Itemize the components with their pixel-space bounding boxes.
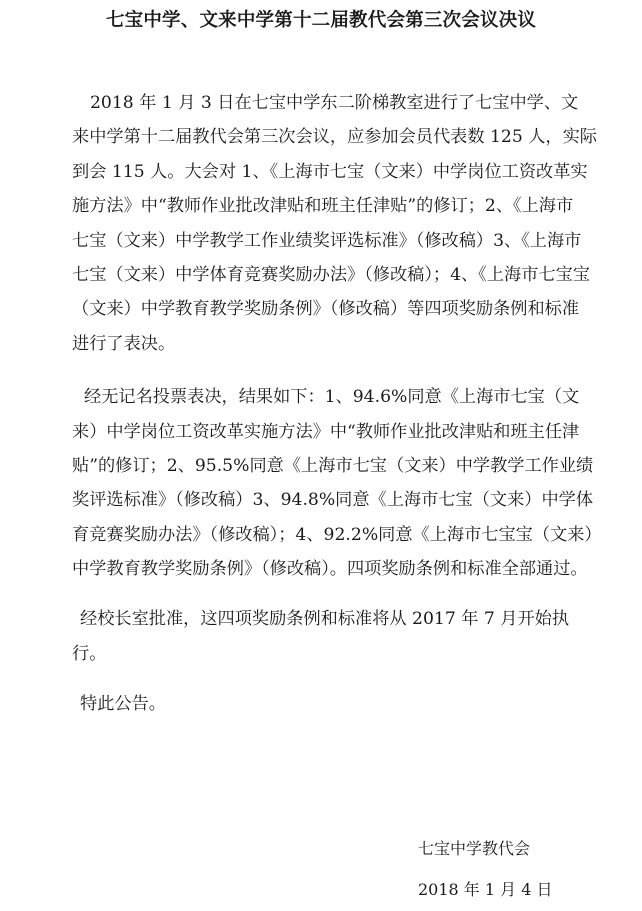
- text-line: 进行了表决。: [72, 333, 176, 354]
- text-line: 中学教育教学奖励条例》（修改稿）。四项奖励条例和标准全部通过。: [72, 559, 588, 580]
- text-line: 奖评选标准》（修改稿）3、94.8%同意《上海市七宝（文来）中学体: [72, 490, 594, 511]
- text-line: 经校长室批准，这四项奖励条例和标准将从 2017 年 7 月开始执: [80, 609, 570, 630]
- paragraph-approval: [72, 602, 606, 671]
- text-line: 贴”的修订；2、95.5%同意《上海市七宝（文来）中学教学工作业绩: [72, 455, 594, 476]
- text-line: 特此公告。: [80, 694, 166, 715]
- document-body: [72, 86, 606, 722]
- text-line: 施方法》中“教师作业批改津贴和班主任津贴”的修订；2、《上海市: [72, 196, 574, 217]
- text-line: 经无记名投票表决，结果如下：1、94.6%同意《上海市七宝（文: [84, 387, 580, 408]
- text-line: 行。: [72, 643, 107, 664]
- text-line: （文来）中学教育教学奖励条例》（修改稿）等四项奖励条例和标准: [72, 299, 580, 320]
- paragraph-meeting-summary: [72, 86, 606, 361]
- paragraph-announcement: [72, 687, 606, 721]
- text-line: 来）中学岗位工资改革实施方法》中“教师作业批改津贴和班主任津: [72, 421, 580, 442]
- text-line: 育竞赛奖励办法》（修改稿）；4、92.2%同意《上海市七宝宝（文来）: [72, 524, 602, 545]
- text-line: 七宝（文来）中学教学工作业绩奖评选标准》（修改稿）3、《上海市: [72, 230, 582, 251]
- text-line: 来中学第十二届教代会第三次会议，应参加会员代表数 125 人，实际: [72, 127, 597, 148]
- text-line: 2018 年 1 月 3 日在七宝中学东二阶梯教室进行了七宝中学、文: [90, 93, 579, 113]
- text-line: 七宝（文来）中学体育竞赛奖励办法》（修改稿）；4、《上海市七宝宝: [72, 264, 590, 285]
- text-line: 到会 115 人。大会对 1、《上海市七宝（文来）中学岗位工资改革实: [72, 161, 588, 182]
- signature-organization: 七宝中学教代会: [418, 839, 531, 858]
- signature-date: 2018 年 1 月 4 日: [418, 880, 553, 899]
- paragraph-vote-results: [72, 380, 606, 586]
- document-title: 七宝中学、文来中学第十二届教代会第三次会议决议: [105, 10, 537, 31]
